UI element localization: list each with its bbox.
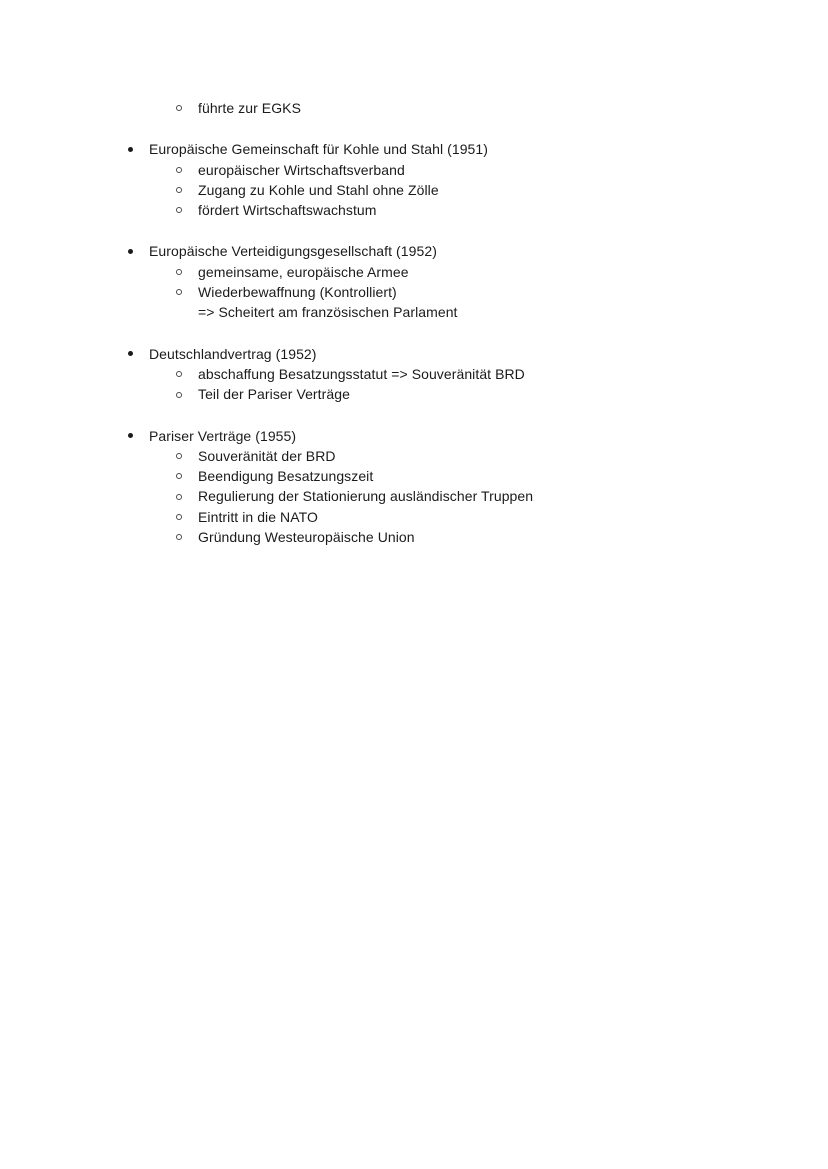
- bullet-text: abschaffung Besatzungsstatut => Souveränität BRD: [198, 365, 525, 382]
- bullet-item-level2: [0, 200, 828, 220]
- filled-bullet-shape: [128, 433, 133, 438]
- bullet-item-level2: [0, 302, 828, 322]
- hollow-bullet-shape: [176, 187, 182, 193]
- bullet-text: fördert Wirtschaftswachstum: [198, 202, 377, 219]
- bullet-text: Pariser Verträge (1955): [149, 427, 297, 444]
- hollow-bullet-icon: [176, 466, 188, 486]
- filled-bullet-shape: [128, 351, 133, 356]
- bullet-text: Deutschlandvertrag (1952): [149, 345, 317, 362]
- bullet-item-level1: [0, 344, 828, 364]
- bullet-text: Wiederbewaffnung (Kontrolliert): [198, 284, 397, 301]
- hollow-bullet-shape: [176, 514, 182, 520]
- hollow-bullet-shape: [176, 105, 182, 111]
- bullet-text: führte zur EGKS: [198, 100, 301, 116]
- bullet-item-level2: [0, 527, 828, 547]
- bullet-item-level2: [0, 282, 828, 302]
- hollow-bullet-icon: [176, 98, 188, 118]
- bullet-text: Zugang zu Kohle und Stahl ohne Zölle: [198, 181, 439, 198]
- filled-bullet-icon: [128, 344, 140, 364]
- bullet-text: => Scheitert am französischen Parlament: [198, 304, 458, 321]
- hollow-bullet-shape: [176, 534, 182, 540]
- outline-group: [0, 426, 828, 548]
- filled-bullet-icon: [128, 139, 140, 159]
- filled-bullet-icon: [128, 426, 140, 446]
- filled-bullet-icon: [128, 241, 140, 261]
- bullet-item-level1: [0, 426, 828, 446]
- hollow-bullet-shape: [176, 289, 182, 295]
- bullet-item-level2: [0, 486, 828, 506]
- bullet-text: Regulierung der Stationierung ausländischer Truppen: [198, 488, 534, 505]
- bullet-item-level2: [0, 384, 828, 404]
- bullet-item-level1: [0, 241, 828, 261]
- bullet-item-level2: [0, 160, 828, 180]
- hollow-bullet-icon: [176, 180, 188, 200]
- outline-content: [0, 98, 828, 547]
- hollow-bullet-shape: [176, 453, 182, 459]
- hollow-bullet-shape: [176, 371, 182, 377]
- hollow-bullet-shape: [176, 473, 182, 479]
- bullet-text: Gründung Westeuropäische Union: [198, 529, 415, 546]
- bullet-text: Europäische Gemeinschaft für Kohle und Stahl (1951): [149, 141, 488, 158]
- bullet-item-level2: [0, 98, 828, 118]
- hollow-bullet-icon: [176, 507, 188, 527]
- hollow-bullet-shape: [176, 207, 182, 213]
- hollow-bullet-icon: [176, 160, 188, 180]
- outline-group: [0, 241, 828, 322]
- hollow-bullet-icon: [176, 486, 188, 506]
- filled-bullet-shape: [128, 147, 133, 152]
- outline-group: [0, 344, 828, 405]
- bullet-item-level2: [0, 507, 828, 527]
- hollow-bullet-icon: [176, 384, 188, 404]
- bullet-text: Beendigung Besatzungszeit: [198, 468, 374, 485]
- bullet-text: Eintritt in die NATO: [198, 508, 318, 525]
- hollow-bullet-shape: [176, 167, 182, 173]
- hollow-bullet-icon: [176, 200, 188, 220]
- hollow-bullet-icon: [176, 446, 188, 466]
- bullet-item-level2: [0, 262, 828, 282]
- bullet-text: Teil der Pariser Verträge: [198, 386, 350, 403]
- hollow-bullet-shape: [176, 494, 182, 500]
- hollow-bullet-shape: [176, 269, 182, 275]
- bullet-item-level2: [0, 446, 828, 466]
- bullet-item-level2: [0, 364, 828, 384]
- hollow-bullet-icon: [176, 364, 188, 384]
- outline-group: [0, 139, 828, 220]
- bullet-text: europäischer Wirtschaftsverband: [198, 161, 405, 178]
- bullet-text: Souveränität der BRD: [198, 447, 336, 464]
- bullet-text: Europäische Verteidigungsgesellschaft (1952): [149, 243, 437, 260]
- hollow-bullet-icon: [176, 282, 188, 302]
- outline-group: [0, 98, 828, 118]
- bullet-item-level2: [0, 466, 828, 486]
- hollow-bullet-icon: [176, 527, 188, 547]
- bullet-text: gemeinsame, europäische Armee: [198, 263, 409, 280]
- hollow-bullet-icon: [176, 262, 188, 282]
- hollow-bullet-shape: [176, 392, 182, 398]
- bullet-item-level2: [0, 180, 828, 200]
- bullet-item-level1: [0, 139, 828, 159]
- filled-bullet-shape: [128, 249, 133, 254]
